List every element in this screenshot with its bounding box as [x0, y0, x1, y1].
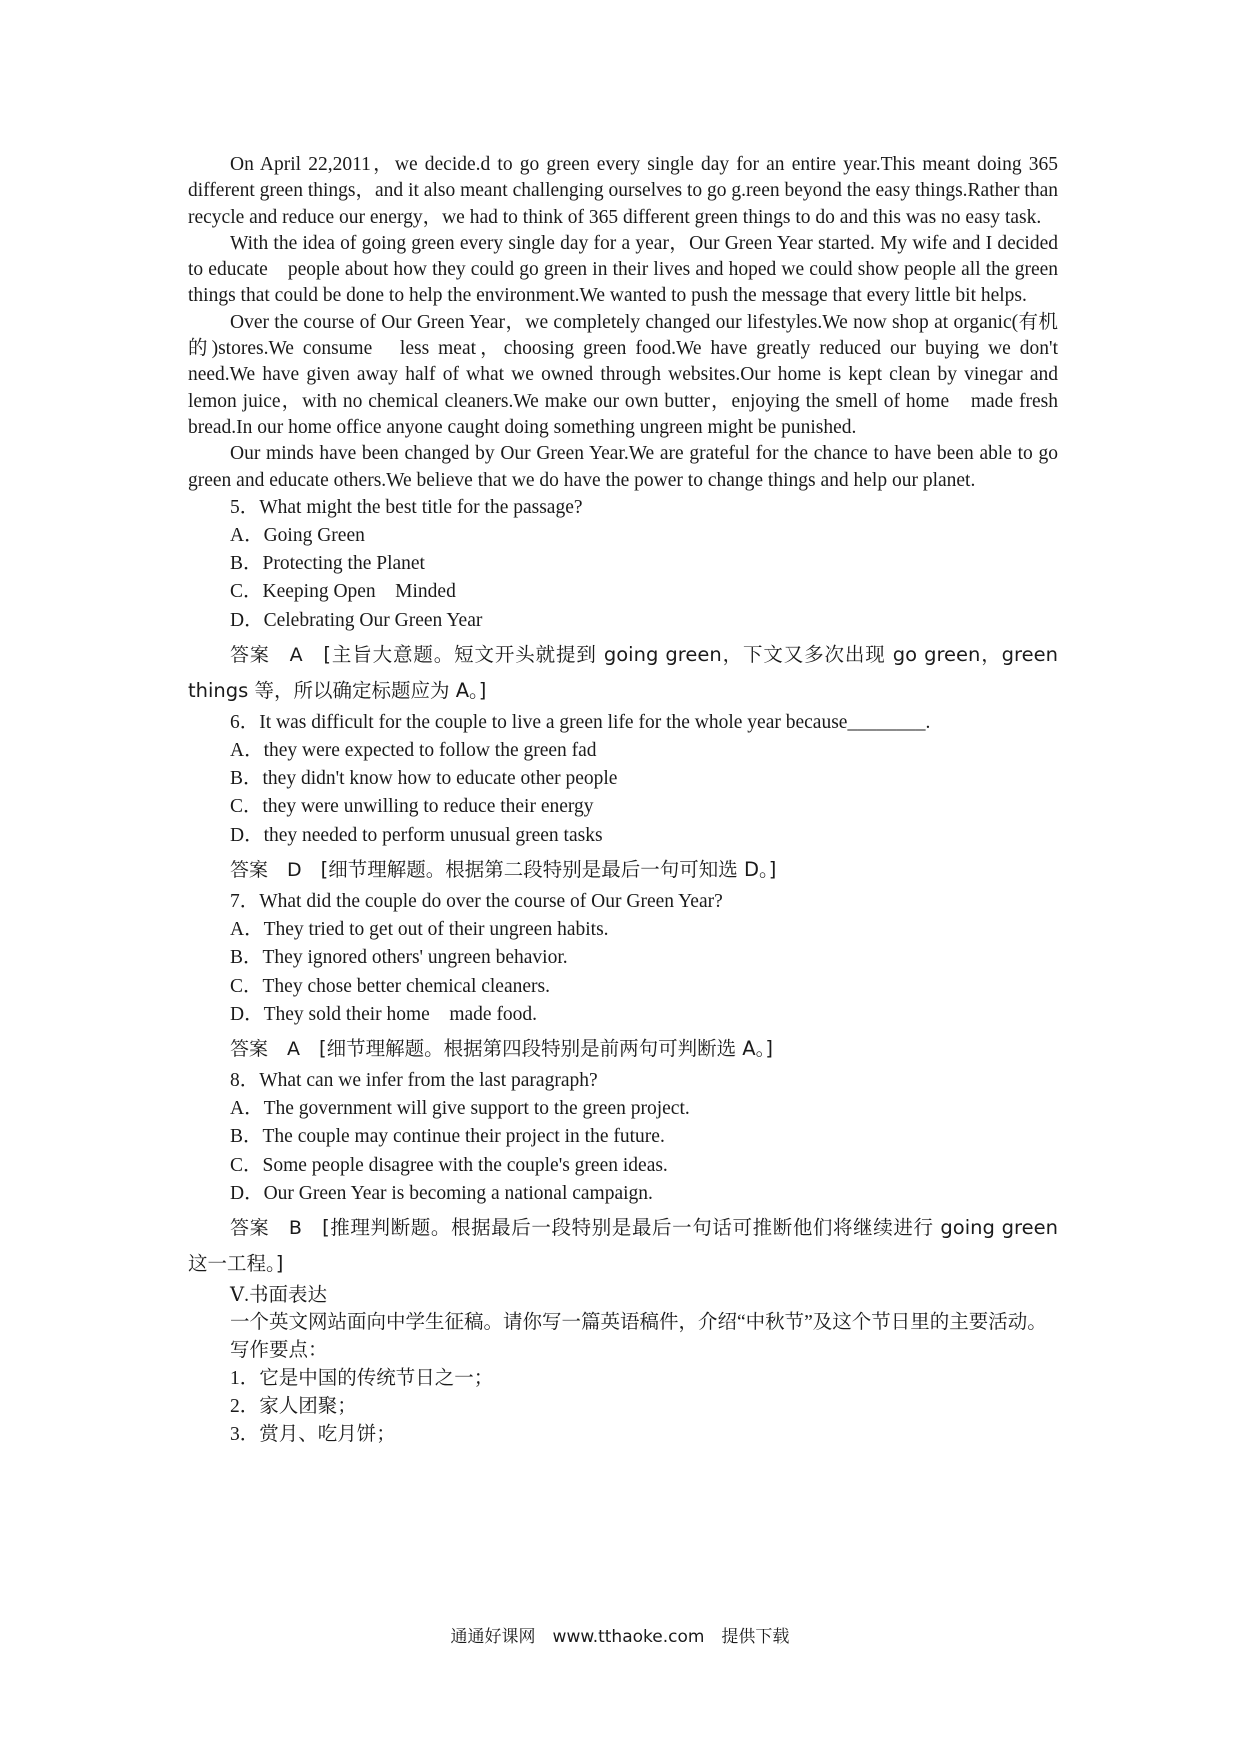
writing-point-3: 3．赏月、吃月饼； [230, 1423, 396, 1445]
question-stem: 5．What might the best title for the passage? [230, 496, 583, 518]
reading-passage [188, 152, 1058, 494]
document-body [188, 152, 1058, 1449]
option-b: B．they didn't know how to educate other people [230, 768, 618, 790]
question-5 [188, 494, 1058, 709]
page-footer: 通通好课网 www.tthaoke.com 提供下载 [450, 1627, 790, 1647]
answer-text: [细节理解题。根据第四段特别是前两句可判断选 A。] [319, 1036, 774, 1060]
option-d: D．they needed to perform unusual green tasks [230, 824, 603, 846]
answer-label: 答案 A [230, 1037, 319, 1060]
option-c: C．Some people disagree with the couple's green ideas. [230, 1154, 668, 1176]
question-stem: 6．It was difficult for the couple to live a green life for the whole year because________. [230, 711, 931, 733]
answer-label: 答案 B [230, 1216, 323, 1239]
option-a: A．They tried to get out of their ungreen habits. [230, 919, 609, 941]
option-d: D．They sold their home made food. [230, 1003, 538, 1025]
answer-text: [推理判断题。根据最后一段特别是最后一句话可推断他们将继续进行 going green 这一工程。] [188, 1215, 1058, 1275]
option-a: A．The government will give support to the green project. [230, 1098, 690, 1120]
answer-label: 答案 D [230, 858, 321, 881]
option-c: C．They chose better chemical cleaners. [230, 975, 550, 997]
writing-point-2: 2．家人团聚； [230, 1395, 357, 1417]
question-7 [188, 888, 1058, 1067]
answer-explanation [188, 852, 1058, 888]
passage-paragraph-1: On April 22,2011，we decide.d to go green every single day for an entire year.This meant doing 365 different green things，and it also meant challenging ourselves to go g.reen beyond the easy things.Rather than recycle and reduce our energy，we had to think of 365 different green things to do and this was no easy task. [188, 154, 1058, 228]
answer-explanation [188, 1031, 1058, 1067]
option-d: D．Our Green Year is becoming a national campaign. [230, 1182, 653, 1204]
writing-section [188, 1282, 1058, 1449]
answer-label: 答案 A [230, 643, 324, 666]
option-a: A．Going Green [230, 525, 365, 547]
answer-explanation [188, 1210, 1058, 1282]
option-b: B．They ignored others' ungreen behavior. [230, 947, 568, 969]
option-b: B．The couple may continue their project in the future. [230, 1126, 665, 1148]
question-6 [188, 709, 1058, 888]
option-c: C．Keeping Open Minded [230, 581, 456, 603]
writing-point-1: 1．它是中国的传统节日之一； [230, 1367, 494, 1389]
writing-prompt: 一个英文网站面向中学生征稿。请你写一篇英语稿件，介绍“中秋节”及这个节日里的主要活动。 [230, 1311, 1047, 1333]
section-title: Ⅴ.书面表达 [230, 1284, 327, 1306]
option-a: A．they were expected to follow the green fad [230, 740, 597, 762]
question-8 [188, 1067, 1058, 1282]
question-stem: 7．What did the couple do over the course of Our Green Year? [230, 890, 723, 912]
passage-paragraph-4: Our minds have been changed by Our Green Year.We are grateful for the chance to have been able to go green and educate others.We believe that we do have the power to change things and help our planet. [188, 443, 1058, 491]
option-c: C．they were unwilling to reduce their energy [230, 796, 594, 818]
passage-paragraph-2: With the idea of going green every single day for a year，Our Green Year started. My wife and I decided to educate people about how they could go green in their lives and hoped we could show people all the green things that could be done to help the environment.We wanted to push the message that every little bit helps. [188, 232, 1058, 307]
answer-text: [细节理解题。根据第二段特别是最后一句可知选 D。] [320, 857, 777, 881]
option-d: D．Celebrating Our Green Year [230, 609, 483, 631]
question-stem: 8．What can we infer from the last paragraph? [230, 1069, 598, 1091]
passage-paragraph-3: Over the course of Our Green Year，we completely changed our lifestyles.We now shop at organic(有机的)stores.We consume less meat，choosing green food.We have greatly reduced our buying we don't need.We have given away half of what we owned through websites.Our home is kept clean by vinegar and lemon juice，with no chemical cleaners.We make our own butter，enjoying the smell of home made fresh bread.In our home office anyone caught doing something ungreen might be punished. [188, 311, 1058, 438]
writing-points-title: 写作要点： [230, 1339, 328, 1361]
option-b: B．Protecting the Planet [230, 553, 425, 575]
answer-explanation [188, 637, 1058, 709]
answer-text: [主旨大意题。短文开头就提到 going green，下文又多次出现 go green，green things 等，所以确定标题应为 A。] [188, 642, 1058, 702]
